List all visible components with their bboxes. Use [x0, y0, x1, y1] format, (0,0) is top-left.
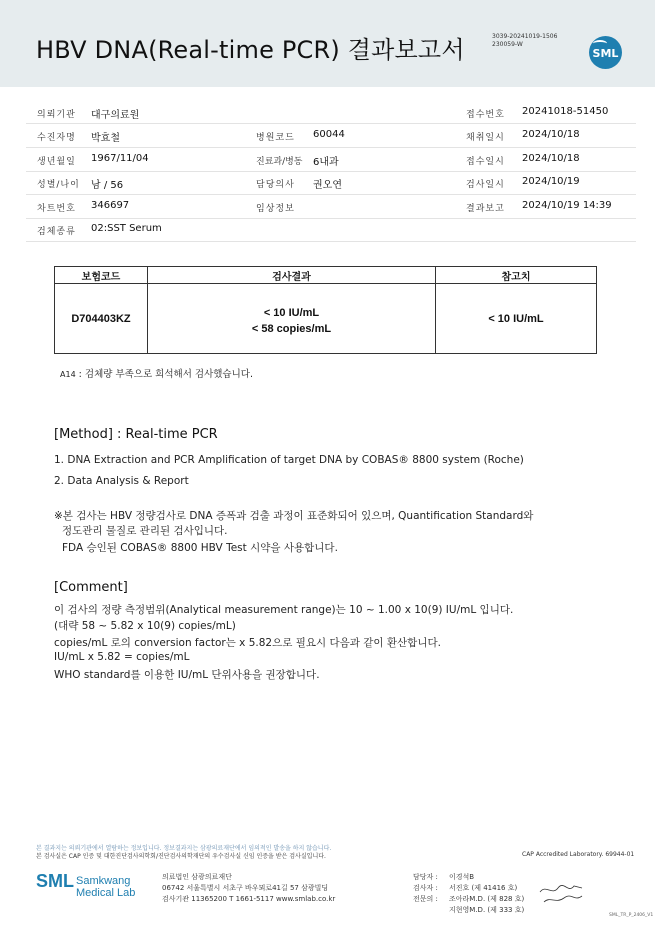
- brand-line-1: Samkwang: [76, 875, 131, 887]
- report-title: HBV DNA(Real-time PCR) 결과보고서: [36, 36, 465, 64]
- comment-line-2: (대략 58 ~ 5.82 x 10(9) copies/mL): [54, 620, 236, 632]
- value-test-date: 2024/10/19: [522, 176, 580, 187]
- org-address: 06742 서울특별시 서초구 바우뫼로41길 57 삼광빌딩: [162, 884, 329, 892]
- label-birth-date: 생년월일: [37, 157, 76, 167]
- label-doctor: 담당의사: [256, 180, 295, 190]
- method-note-1: ※본 검사는 HBV 정량검사로 DNA 증폭과 검출 과정이 표준화되어 있으며, Quantification Standard와: [54, 510, 534, 522]
- label-test-date: 검사일시: [466, 180, 505, 190]
- sml-footer-logo: SML: [36, 871, 74, 891]
- label-report-date: 결과보고: [466, 204, 505, 214]
- cell-insurance-code: D704403KZ: [55, 284, 148, 354]
- method-title: [Method] : Real-time PCR: [54, 427, 218, 442]
- value-doctor: 권오연: [313, 180, 342, 191]
- label-requesting-org: 의뢰기관: [37, 110, 76, 120]
- value-birth-date: 1967/11/04: [91, 153, 149, 164]
- footer-notice-2: 본 검사실은 CAP 인증 및 대한진단검사의학회/진단검사의학재단의 우수검사실 신임 인증을 받은 검사실입니다.: [36, 853, 326, 860]
- note-code: A14: [60, 370, 76, 379]
- header-test-result: 검사결과: [148, 267, 436, 284]
- row-divider: [26, 194, 636, 195]
- staff-role-2: 검사자 :: [413, 884, 438, 892]
- row-divider: [26, 241, 636, 242]
- cell-test-result: [148, 284, 436, 354]
- row-divider: [26, 123, 636, 124]
- header-insurance-code: 보험코드: [55, 267, 148, 284]
- staff-role-1: 담당자 :: [413, 873, 438, 881]
- label-collection-date: 채취일시: [466, 133, 505, 143]
- staff-name-4: 지현영M.D. (제 333 호): [449, 906, 525, 914]
- staff-name-3: 조아라M.D. (제 828 호): [449, 895, 525, 903]
- org-registration: 검사기관 11365200 T 1661-5117 www.smlab.co.kr: [162, 895, 336, 903]
- value-report-date: 2024/10/19 14:39: [522, 200, 612, 211]
- value-chart-no: 346697: [91, 200, 130, 211]
- staff-role-3: 전문의 :: [413, 895, 438, 903]
- footer-notice-1: 본 결과지는 의뢰기관에서 열람하는 정보입니다. 정보결과지는 삼광의료재단에서 임의적인 발송을 하지 않습니다.: [36, 845, 332, 852]
- header-reference: 참고치: [436, 267, 597, 284]
- comment-line-3: copies/mL 로의 conversion factor는 x 5.82으로 필요시 다음과 같이 환산합니다.: [54, 637, 441, 649]
- comment-line-4: IU/mL x 5.82 = copies/mL: [54, 651, 190, 663]
- label-chart-no: 차트번호: [37, 204, 76, 214]
- brand-line-2: Medical Lab: [76, 887, 136, 899]
- label-clinical-info: 임상정보: [256, 204, 295, 214]
- value-specimen-type: 02:SST Serum: [91, 223, 162, 234]
- label-receipt-date: 접수일시: [466, 157, 505, 167]
- comment-line-5: WHO standard를 이용한 IU/mL 단위사용을 권장합니다.: [54, 669, 320, 681]
- doc-id-line2: 230059-W: [492, 41, 523, 48]
- method-item-2: 2. Data Analysis & Report: [54, 475, 189, 487]
- doc-id-line1: 3039-20241019-1506: [492, 33, 558, 40]
- value-patient-name: 박효철: [91, 133, 120, 144]
- value-department: 6내과: [313, 157, 339, 168]
- label-patient-name: 수진자명: [37, 133, 76, 143]
- org-name: 의료법인 삼광의료재단: [162, 873, 232, 881]
- note-text: : 검체량 부족으로 희석해서 검사했습니다.: [75, 369, 253, 380]
- label-specimen-type: 검체종류: [37, 227, 76, 237]
- cell-reference: < 10 IU/mL: [436, 284, 597, 354]
- row-divider: [26, 218, 636, 219]
- value-receipt-no: 20241018-51450: [522, 106, 609, 117]
- result-iu: < 10 IU/mL: [263, 306, 320, 319]
- value-receipt-date: 2024/10/18: [522, 153, 580, 164]
- row-divider: [26, 171, 636, 172]
- label-department: 진료과/병동: [256, 157, 303, 167]
- value-sex-age: 남 / 56: [91, 180, 124, 191]
- label-hospital-code: 병원코드: [256, 133, 295, 143]
- label-receipt-no: 접수번호: [466, 110, 505, 120]
- comment-line-1: 이 검사의 정량 측정범위(Analytical measurement range)는 10 ~ 1.00 x 10(9) IU/mL 입니다.: [54, 604, 514, 616]
- signature-mark: [538, 882, 584, 906]
- staff-name-2: 서진호 (제 41416 호): [449, 884, 518, 892]
- result-copies: < 58 copies/mL: [251, 322, 332, 335]
- result-table: [54, 266, 597, 354]
- label-sex-age: 성별/나이: [37, 180, 80, 190]
- sml-logo: SML: [589, 36, 622, 69]
- method-note-3: FDA 승인된 COBAS® 8800 HBV Test 시약을 사용합니다.: [62, 542, 338, 554]
- staff-name-1: 이경석B: [449, 873, 475, 881]
- value-requesting-org: 대구의료원: [91, 110, 140, 121]
- method-note-2: 정도관리 물질로 관리된 검사입니다.: [62, 525, 228, 537]
- row-divider: [26, 147, 636, 148]
- cap-accreditation: CAP Accredited Laboratory. 69944-01: [522, 851, 635, 858]
- specimen-note: [60, 366, 253, 380]
- value-collection-date: 2024/10/18: [522, 129, 580, 140]
- value-hospital-code: 60044: [313, 129, 345, 140]
- method-item-1: 1. DNA Extraction and PCR Amplification of target DNA by COBAS® 8800 system (Roche): [54, 454, 524, 466]
- form-id: SML_TR_P_2406_V1: [609, 913, 654, 918]
- comment-title: [Comment]: [54, 580, 128, 595]
